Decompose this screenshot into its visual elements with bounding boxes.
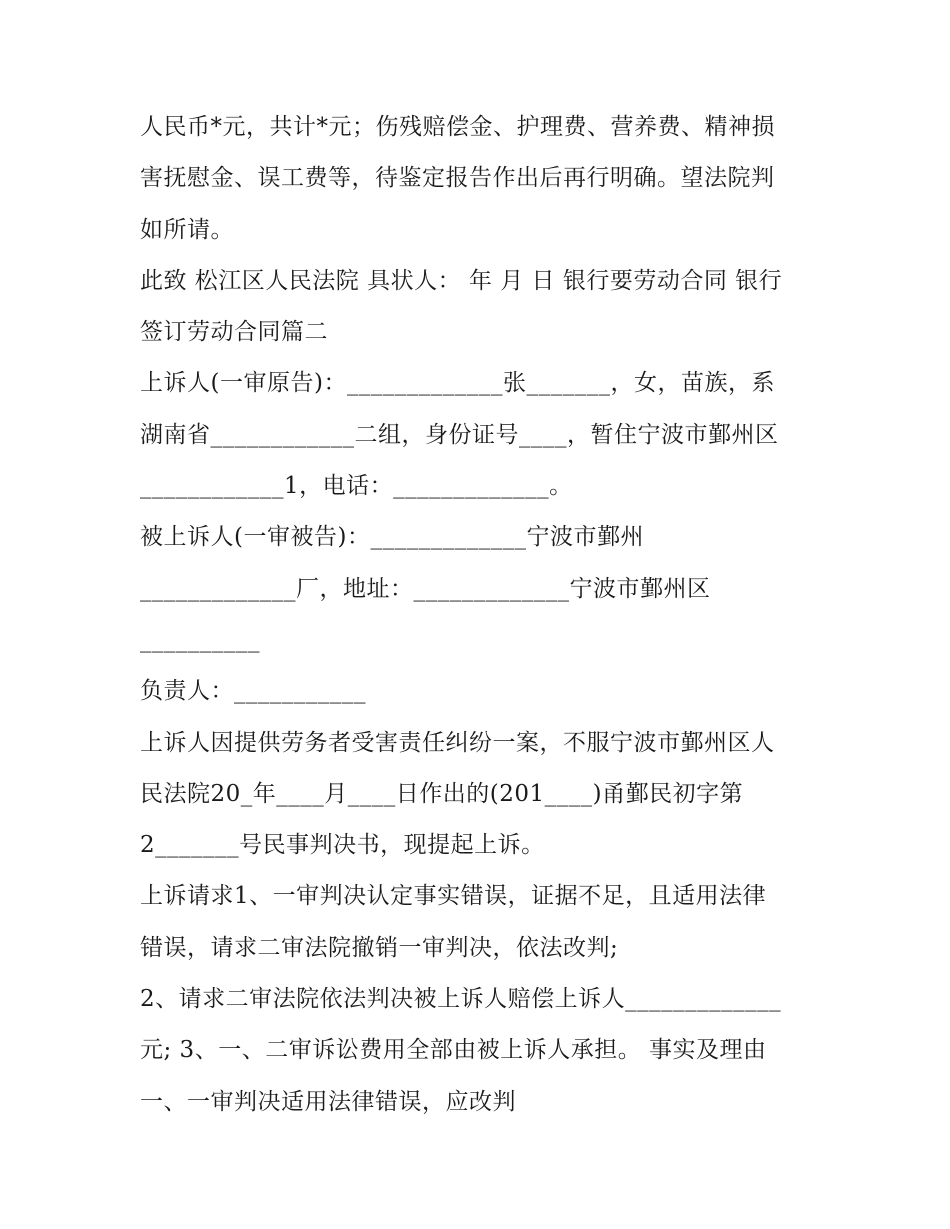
text-line: 人民币*元，共计*元；伤残赔偿金、护理费、营养费、精神损 — [140, 114, 775, 140]
document-body — [140, 102, 820, 1128]
text-line: 签订劳动合同篇二 — [140, 319, 328, 346]
text-line: __________ — [140, 626, 260, 653]
text-line: 如所请。 — [140, 216, 234, 243]
text-line: 上诉人因提供劳务者受害责任纠纷一案，不服宁波市鄞州区人 — [140, 729, 775, 756]
text-line: 被上诉人(一审被告)：_____________宁波市鄞州 — [140, 524, 644, 551]
text-line: 害抚慰金、误工费等，待鉴定报告作出后再行明确。望法院判 — [140, 165, 775, 192]
text-line: 上诉请求1、一审判决认定事实错误，证据不足，且适用法律 — [140, 883, 767, 910]
text-line: 上诉人(一审原告)：_____________张_______，女，苗族，系 — [140, 370, 775, 397]
text-line: 负责人：___________ — [140, 678, 366, 705]
text-line: 一、一审判决适用法律错误，应改判 — [140, 1088, 516, 1115]
text-line: 2_______号民事判决书，现提起上诉。 — [140, 832, 545, 859]
text-line: 错误，请求二审法院撤销一审判决，依法改判; — [140, 934, 619, 961]
text-line: 民法院20_年____月____日作出的(201____)甬鄞民初字第 — [140, 780, 744, 807]
text-line: 湖南省____________二组，身份证号____，暂住宁波市鄞州区 — [140, 421, 779, 448]
text-line: 元; 3、一、二审诉讼费用全部由被上诉人承担。 事实及理由 — [140, 1037, 767, 1064]
text-line: 2、请求二审法院依法判决被上诉人赔偿上诉人_____________ — [140, 986, 782, 1013]
text-line: 此致 松江区人民法院 具状人： 年 月 日 银行要劳动合同 银行 — [140, 267, 783, 294]
text-line: _____________厂，地址：_____________宁波市鄞州区 — [140, 575, 711, 602]
text-line: ____________1，电话：_____________。 — [140, 473, 573, 500]
